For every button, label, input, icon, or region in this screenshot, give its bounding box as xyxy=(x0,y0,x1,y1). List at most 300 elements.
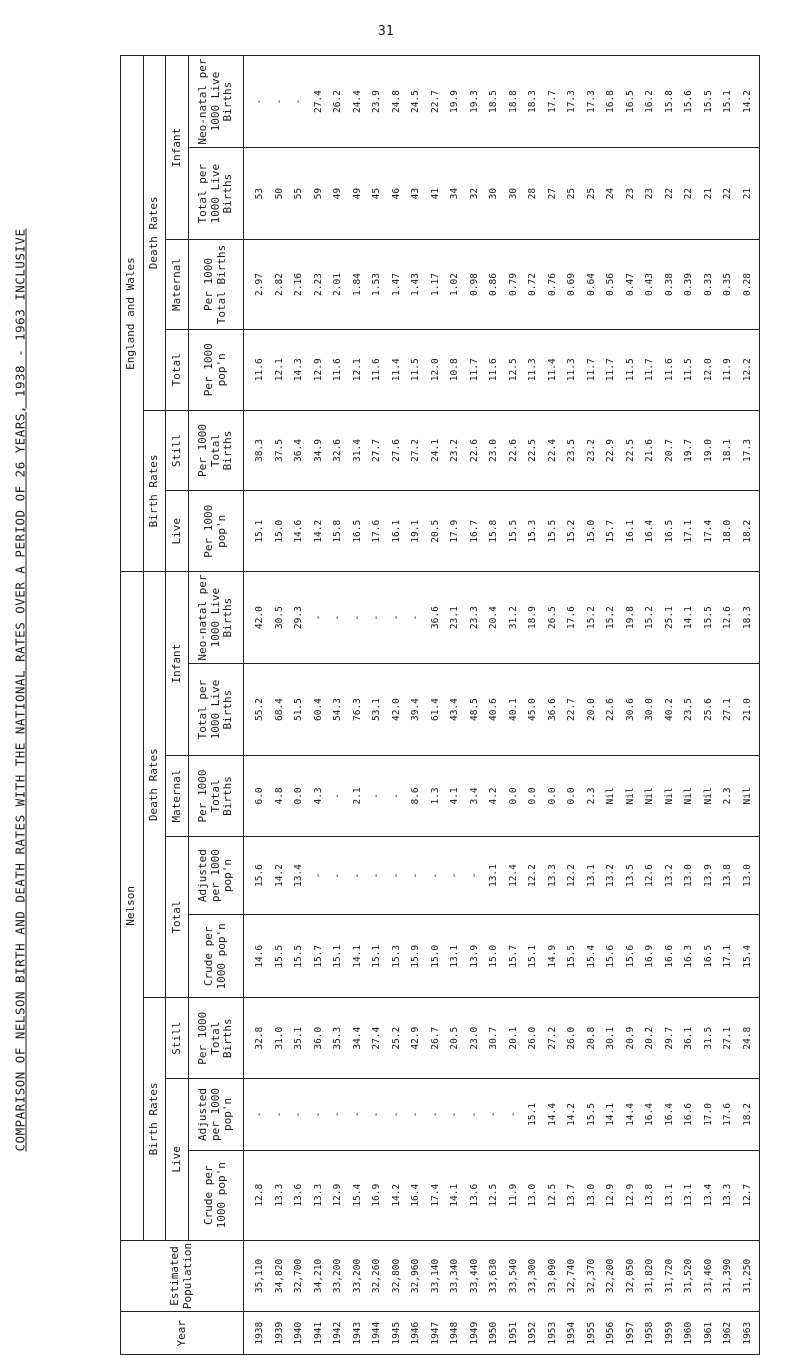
table-cell: 0.39 xyxy=(683,273,694,296)
table-cell: 16.1 xyxy=(390,519,402,543)
table-cell: 19.9 xyxy=(449,90,460,114)
table-cell: 32,260 xyxy=(371,1258,382,1294)
table-cell: 13.0 xyxy=(585,1183,597,1207)
table-cell: 16.1 xyxy=(624,519,636,543)
table-cell: 15.8 xyxy=(663,90,675,114)
table-cell: 34,210 xyxy=(312,1258,324,1294)
table-cell: Nil xyxy=(624,787,636,805)
table-cell: 1.3 xyxy=(429,787,441,805)
table-cell: 34 xyxy=(449,187,460,200)
table-cell: 22.6 xyxy=(468,439,480,462)
table-cell: 14.6 xyxy=(293,519,304,543)
table-cell: 0.33 xyxy=(702,273,714,296)
table-cell: 19.0 xyxy=(702,439,714,462)
table-cell: 38.3 xyxy=(254,439,265,462)
table-cell: 18.9 xyxy=(527,606,538,630)
table-cell: 15.0 xyxy=(488,944,499,968)
table-cell: 25 xyxy=(566,187,577,200)
table-cell: 4.1 xyxy=(449,787,460,805)
table-cell: 35,110 xyxy=(254,1258,265,1294)
table-cell: 40.1 xyxy=(507,698,519,722)
table-cell: 16.3 xyxy=(683,944,694,968)
table-cell: 24.4 xyxy=(351,90,363,114)
table-cell: 20.7 xyxy=(663,439,675,462)
table-cell: 18.3 xyxy=(527,90,538,114)
table-cell: 26.0 xyxy=(527,1026,538,1050)
table-cell: 60.4 xyxy=(312,698,324,722)
table-cell: 11.6 xyxy=(254,358,265,382)
table-cell: 33,140 xyxy=(429,1258,441,1294)
nelson-infant-total-header: Total per 1000 Live Births xyxy=(188,664,243,756)
table-cell: 2.3 xyxy=(722,787,733,805)
table-cell: 13.0 xyxy=(741,864,753,888)
table-cell: 15.1 xyxy=(722,90,733,114)
table-cell: Nil xyxy=(663,787,675,805)
table-cell: 32.8 xyxy=(254,1026,265,1050)
table-cell: 55 xyxy=(293,187,304,200)
table-cell: 18.0 xyxy=(722,519,733,543)
table-cell: 39.4 xyxy=(410,698,421,722)
ew-infant-total-header: Total per 1000 Live Births xyxy=(188,148,243,240)
table-cell: 25.1 xyxy=(663,606,675,630)
table-cell: 12.9 xyxy=(624,1183,636,1207)
nelson-total-adjusted-column xyxy=(244,836,760,915)
table-cell: - xyxy=(488,1111,499,1118)
table-cell: 0.43 xyxy=(644,273,655,296)
table-cell: 11.5 xyxy=(683,358,694,382)
table-cell: 0.64 xyxy=(585,273,597,296)
table-cell: 32,370 xyxy=(585,1258,597,1294)
table-cell: 23.0 xyxy=(488,439,499,462)
table-cell: 13.1 xyxy=(488,864,499,888)
table-cell: 17.4 xyxy=(702,519,714,543)
table-cell: 15.1 xyxy=(527,1103,538,1126)
table-cell: 2.16 xyxy=(293,273,304,296)
table-cell: - xyxy=(351,872,363,879)
table-cell: 10.8 xyxy=(449,358,460,382)
table-cell: 11.7 xyxy=(468,358,480,382)
rates-table xyxy=(120,55,760,1355)
table-cell: 0.0 xyxy=(293,787,304,805)
nelson-infant-total-column xyxy=(244,664,760,756)
table-cell: 68.4 xyxy=(273,698,285,722)
table-cell: 15.2 xyxy=(566,519,577,543)
table-cell: 34.9 xyxy=(312,439,324,462)
ew-still-header: Still xyxy=(166,410,189,491)
nelson-total-crude-header: Crude per 1000 pop'n xyxy=(188,915,243,998)
table-cell: 16.2 xyxy=(644,90,655,114)
table-cell: 33,300 xyxy=(527,1258,538,1294)
table-cell: 13.6 xyxy=(468,1183,480,1207)
table-cell: 32,740 xyxy=(566,1258,577,1294)
table-cell: 36.1 xyxy=(683,1026,694,1050)
table-cell: 18.8 xyxy=(507,90,519,114)
table-cell: 1951 xyxy=(507,1321,519,1345)
table-cell: 16.6 xyxy=(683,1103,694,1126)
table-cell: 16.9 xyxy=(644,944,655,968)
table-cell: 25 xyxy=(585,187,597,200)
table-cell: - xyxy=(390,614,402,621)
table-cell: 19.1 xyxy=(410,519,421,543)
table-cell: - xyxy=(293,1111,304,1118)
table-cell: 13.1 xyxy=(683,1183,694,1207)
table-cell: 27.7 xyxy=(371,439,382,462)
table-cell: 26.5 xyxy=(546,606,558,630)
table-cell: 24.5 xyxy=(410,90,421,114)
table-cell: 24.1 xyxy=(429,439,441,462)
table-cell: 76.3 xyxy=(351,698,363,722)
table-cell: 16.4 xyxy=(663,1103,675,1126)
table-cell: 42.0 xyxy=(390,698,402,722)
ew-live-header: Live xyxy=(166,491,189,572)
table-cell: 1946 xyxy=(410,1321,421,1345)
nelson-maternal-column xyxy=(244,756,760,837)
table-cell: 1955 xyxy=(585,1321,597,1345)
table-cell: 22 xyxy=(722,187,733,200)
table-cell: 15.5 xyxy=(273,944,285,968)
table-cell: 1940 xyxy=(293,1321,304,1345)
table-cell: 14.2 xyxy=(312,519,324,543)
page-number: 31 xyxy=(378,24,394,39)
table-cell: 23.5 xyxy=(683,698,694,722)
table-cell: 13.2 xyxy=(663,864,675,888)
table-cell: - xyxy=(273,98,285,105)
table-cell: 1957 xyxy=(624,1321,636,1345)
table-cell: 49 xyxy=(351,187,363,200)
table-cell: - xyxy=(410,872,421,879)
table-cell: 19.7 xyxy=(683,439,694,462)
table-cell: 43 xyxy=(410,187,421,200)
table-cell: 32.6 xyxy=(332,439,343,462)
table-cell: 13.7 xyxy=(566,1183,577,1207)
table-cell: 32,960 xyxy=(410,1258,421,1294)
table-cell: - xyxy=(254,98,265,105)
table-cell: 14.4 xyxy=(624,1103,636,1126)
table-cell: 1958 xyxy=(644,1321,655,1345)
year-header: Year xyxy=(121,1312,244,1355)
population-header: Estimated Population xyxy=(121,1240,244,1312)
table-cell: 14.4 xyxy=(546,1103,558,1126)
table-cell: 0.76 xyxy=(546,273,558,296)
table-cell: 31.0 xyxy=(273,1026,285,1050)
table-cell: 20.9 xyxy=(624,1026,636,1050)
table-cell: - xyxy=(429,872,441,879)
table-cell: - xyxy=(254,1111,265,1118)
table-cell: 37.5 xyxy=(273,439,285,462)
table-cell: - xyxy=(468,1111,480,1118)
table-cell: 15.3 xyxy=(527,519,538,543)
table-cell: 36.6 xyxy=(429,606,441,630)
table-cell: 4.3 xyxy=(312,787,324,805)
table-cell: 15.5 xyxy=(546,519,558,543)
table-cell: 15.5 xyxy=(293,944,304,968)
table-cell: 1.17 xyxy=(429,273,441,296)
table-cell: 12.2 xyxy=(741,358,753,382)
table-cell: 13.8 xyxy=(644,1183,655,1207)
table-cell: 59 xyxy=(312,187,324,200)
table-cell: 17.1 xyxy=(683,519,694,543)
table-cell: 23 xyxy=(644,187,655,200)
table-cell: 53.1 xyxy=(371,698,382,722)
table-cell: 4.8 xyxy=(273,787,285,805)
table-cell: 41 xyxy=(429,187,441,200)
table-cell: 18.2 xyxy=(741,1103,753,1126)
table-cell: 11.4 xyxy=(546,358,558,382)
ew-infant-neonatal-header: Neo-natal per 1000 Live Births xyxy=(188,56,243,148)
table-cell: 15.5 xyxy=(702,90,714,114)
table-cell: 16.7 xyxy=(468,519,480,543)
table-cell: 51.5 xyxy=(293,698,304,722)
table-cell: 13.3 xyxy=(722,1183,733,1207)
table-cell: Nil xyxy=(683,787,694,805)
table-cell: 1961 xyxy=(702,1321,714,1345)
table-cell: 20.8 xyxy=(585,1026,597,1050)
table-cell: 4.2 xyxy=(488,787,499,805)
table-cell: 54.3 xyxy=(332,698,343,722)
table-cell: 36.6 xyxy=(546,698,558,722)
table-cell: 6.0 xyxy=(254,787,265,805)
nelson-live-adjusted-column xyxy=(244,1079,760,1151)
nelson-total-header: Total xyxy=(166,836,189,998)
table-cell: 1943 xyxy=(351,1321,363,1345)
table-cell: 15.7 xyxy=(312,944,324,968)
table-cell: 12.4 xyxy=(507,864,519,888)
table-cell: 1945 xyxy=(390,1321,402,1345)
table-cell: 15.4 xyxy=(741,944,753,968)
table-cell: - xyxy=(371,793,382,799)
table-cell: 13.0 xyxy=(683,864,694,888)
table-cell: 13.1 xyxy=(585,864,597,888)
table-cell: 21.0 xyxy=(741,698,753,722)
table-cell: 12.1 xyxy=(351,358,363,382)
table-cell: 33,440 xyxy=(468,1258,480,1294)
table-cell: - xyxy=(371,614,382,621)
table-cell: 27.6 xyxy=(390,439,402,462)
table-cell: 22.7 xyxy=(566,698,577,722)
table-cell: 23.3 xyxy=(468,606,480,630)
table-cell: 35.1 xyxy=(293,1026,304,1050)
nelson-still-subheader: Per 1000 Total Births xyxy=(188,998,243,1079)
table-cell: 12.6 xyxy=(722,606,733,630)
table-cell: 36.4 xyxy=(293,439,304,462)
table-cell: 1949 xyxy=(468,1321,480,1345)
ew-maternal-header: Maternal xyxy=(166,240,189,330)
table-cell: 15.5 xyxy=(507,519,519,543)
table-cell: 12.0 xyxy=(702,358,714,382)
table-cell: 42.9 xyxy=(410,1026,421,1050)
table-cell: 23.2 xyxy=(585,439,597,462)
table-cell: 2.1 xyxy=(351,787,363,805)
nelson-infant-header: Infant xyxy=(166,572,189,756)
table-cell: 21.6 xyxy=(644,439,655,462)
table-cell: 17.0 xyxy=(702,1103,714,1126)
table-cell: 16.4 xyxy=(410,1183,421,1207)
table-cell: 2.3 xyxy=(585,787,597,805)
table-cell: 30.1 xyxy=(605,1026,616,1050)
table-cell: 12.0 xyxy=(429,358,441,382)
table-cell: 28 xyxy=(527,187,538,200)
table-cell: 32,700 xyxy=(293,1258,304,1294)
table-cell: 26.0 xyxy=(566,1026,577,1050)
table-cell: 0.0 xyxy=(566,787,577,805)
table-cell: 0.35 xyxy=(722,273,733,296)
table-cell: 15.1 xyxy=(527,944,538,968)
table-cell: 16.9 xyxy=(371,1183,382,1207)
table-cell: 1959 xyxy=(663,1321,675,1345)
table-cell: 13.1 xyxy=(663,1183,675,1207)
ew-live-column xyxy=(244,491,760,572)
table-cell: 22.4 xyxy=(546,439,558,462)
table-cell: 15.2 xyxy=(585,606,597,630)
table-cell: Nil xyxy=(605,787,616,805)
table-cell: 32,200 xyxy=(605,1258,616,1294)
nelson-live-adjusted-header: Adjusted per 1000 pop'n xyxy=(188,1079,243,1151)
table-cell: 12.2 xyxy=(566,864,577,888)
nelson-maternal-header: Maternal xyxy=(166,756,189,837)
table-cell: 12.7 xyxy=(741,1183,753,1207)
ew-infant-header: Infant xyxy=(166,56,189,240)
table-cell: 15.1 xyxy=(332,944,343,968)
table-cell: 19.8 xyxy=(624,606,636,630)
table-cell: 20.1 xyxy=(507,1026,519,1050)
table-cell: 1944 xyxy=(371,1321,382,1345)
table-cell: 17.3 xyxy=(566,90,577,114)
table-cell: 12.9 xyxy=(332,1183,343,1207)
table-cell: 20.2 xyxy=(644,1026,655,1050)
table-cell: 16.4 xyxy=(644,1103,655,1126)
table-cell: 19.3 xyxy=(468,90,480,114)
table-cell: 14.1 xyxy=(605,1103,616,1126)
table-cell: 14.1 xyxy=(351,944,363,968)
table-cell: 11.6 xyxy=(488,358,499,382)
table-cell: 1938 xyxy=(254,1321,265,1345)
table-cell: 13.5 xyxy=(624,864,636,888)
table-cell: 17.6 xyxy=(371,519,382,543)
ew-death-rates-header: Death Rates xyxy=(143,56,166,411)
table-cell: 8.6 xyxy=(410,787,421,805)
table-cell: - xyxy=(410,1111,421,1118)
table-cell: 20.4 xyxy=(488,606,499,630)
table-cell: 23.2 xyxy=(449,439,460,462)
table-cell: 23.0 xyxy=(468,1026,480,1050)
table-cell: 18.1 xyxy=(722,439,733,462)
table-cell: 33,200 xyxy=(351,1258,363,1294)
table-cell: 2.01 xyxy=(332,273,343,296)
table-cell: 13.9 xyxy=(702,864,714,888)
table-cell: 17.9 xyxy=(449,519,460,543)
table-cell: 14.1 xyxy=(449,1183,460,1207)
table-cell: 11.9 xyxy=(722,358,733,382)
table-cell: 49 xyxy=(332,187,343,200)
table-cell: 1.43 xyxy=(410,273,421,296)
table-cell: - xyxy=(449,1111,460,1118)
table-cell: 15.2 xyxy=(605,606,616,630)
table-cell: 13.4 xyxy=(293,864,304,888)
table-cell: 14.2 xyxy=(273,864,285,888)
table-cell: 43.4 xyxy=(449,698,460,722)
table-cell: 1953 xyxy=(546,1321,558,1345)
table-cell: 22.7 xyxy=(429,90,441,114)
table-cell: - xyxy=(507,1111,519,1118)
table-cell: - xyxy=(371,1111,382,1118)
table-cell: 31.4 xyxy=(351,439,363,462)
table-cell: 11.6 xyxy=(371,358,382,382)
table-cell: 14.2 xyxy=(390,1183,402,1207)
table-cell: 12.9 xyxy=(605,1183,616,1207)
table-cell: 20.0 xyxy=(585,698,597,722)
table-cell: 0.0 xyxy=(527,787,538,805)
table-cell: 14.2 xyxy=(741,90,753,114)
table-cell: 15.6 xyxy=(683,90,694,114)
nelson-infant-neonatal-column xyxy=(244,572,760,664)
table-cell: 1941 xyxy=(312,1321,324,1345)
table-cell: 15.8 xyxy=(332,519,343,543)
table-cell: Nil xyxy=(741,787,753,805)
table-cell: 15.7 xyxy=(605,519,616,543)
table-cell: 15.1 xyxy=(254,519,265,543)
table-cell: 27.2 xyxy=(410,439,421,462)
table-cell: 0.0 xyxy=(546,787,558,805)
table-cell: 29.7 xyxy=(663,1026,675,1050)
table-cell: 17.6 xyxy=(566,606,577,630)
table-cell: 30 xyxy=(507,187,519,200)
table-cell: 0.28 xyxy=(741,273,753,296)
ew-total-column xyxy=(244,329,760,410)
ew-total-subheader: Per 1000 pop'n xyxy=(188,329,243,410)
table-cell: 26.2 xyxy=(332,90,343,114)
table-cell: 27.4 xyxy=(312,90,324,114)
table-cell: 27 xyxy=(546,187,558,200)
table-cell: - xyxy=(371,872,382,879)
table-cell: 12.5 xyxy=(507,358,519,382)
table-cell: 17.7 xyxy=(546,90,558,114)
year-column xyxy=(244,1312,760,1355)
table-cell: 17.6 xyxy=(722,1103,733,1126)
table-cell: 13.9 xyxy=(468,944,480,968)
table-cell: 12.5 xyxy=(546,1183,558,1207)
table-cell: 34.4 xyxy=(351,1026,363,1050)
ew-maternal-column xyxy=(244,240,760,330)
table-cell: 20.5 xyxy=(429,519,441,543)
table-cell: - xyxy=(390,1111,402,1118)
table-cell: 11.4 xyxy=(390,358,402,382)
table-cell: 34,820 xyxy=(273,1258,285,1294)
table-cell: 11.3 xyxy=(527,358,538,382)
table-cell: 1956 xyxy=(605,1321,616,1345)
table-cell: 1954 xyxy=(566,1321,577,1345)
table-cell: 15.6 xyxy=(624,944,636,968)
table-cell: - xyxy=(410,614,421,621)
table-cell: 15.7 xyxy=(507,944,519,968)
table-cell: 16.5 xyxy=(663,519,675,543)
table-cell: 27.1 xyxy=(722,1026,733,1050)
table-cell: 15.4 xyxy=(351,1183,363,1207)
table-cell: 14.1 xyxy=(683,606,694,630)
table-cell: 1942 xyxy=(332,1321,343,1345)
table-cell: 17.3 xyxy=(741,439,753,462)
table-cell: 17.1 xyxy=(722,944,733,968)
table-cell: 14.9 xyxy=(546,944,558,968)
table-cell: 16.5 xyxy=(702,944,714,968)
table-cell: 1.84 xyxy=(351,273,363,296)
table-cell: 33,090 xyxy=(546,1258,558,1294)
table-cell: 16.4 xyxy=(644,519,655,543)
table-cell: - xyxy=(332,793,343,799)
table-cell: 31,250 xyxy=(741,1258,753,1294)
table-cell: 31.2 xyxy=(507,606,519,630)
table-cell: - xyxy=(468,872,480,879)
table-cell: 15.3 xyxy=(390,944,402,968)
